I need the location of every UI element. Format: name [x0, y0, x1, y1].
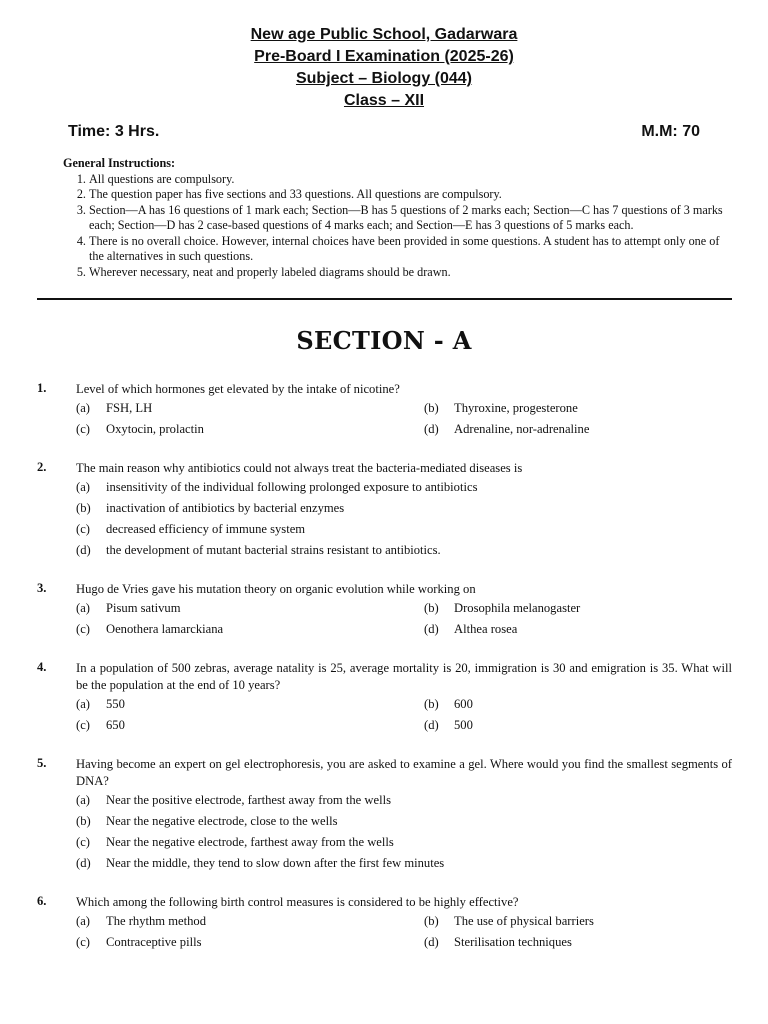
option-text: The use of physical barriers [454, 914, 594, 928]
option-label: (b) [424, 914, 439, 928]
question-number: 5. [37, 756, 47, 770]
option-text: Adrenaline, nor-adrenaline [454, 422, 590, 436]
option [424, 913, 732, 930]
max-marks: M.M: 70 [641, 123, 700, 140]
options [76, 913, 732, 951]
option-label: (a) [76, 697, 90, 711]
exam-title: Pre-Board I Examination (2025-26) [254, 48, 514, 65]
option-text: 600 [454, 697, 473, 711]
option-text: Pisum sativum [106, 601, 181, 615]
question [37, 660, 732, 734]
option [424, 696, 732, 713]
instruction-item: 4. There is no overall choice. However, internal choices have been provided in some questions. A student has to attempt only one of the alternatives in such questions. [89, 234, 732, 265]
option [424, 400, 732, 417]
option [76, 521, 732, 538]
option-label: (b) [76, 814, 91, 828]
time-allowed: Time: 3 Hrs. [68, 123, 160, 140]
option [76, 813, 732, 830]
option-label: (d) [76, 856, 91, 870]
option-text: Drosophila melanogaster [454, 601, 581, 615]
option [424, 934, 732, 951]
option-label: (a) [76, 793, 90, 807]
option-label: (b) [76, 501, 91, 515]
option-text: Contraceptive pills [106, 935, 202, 949]
option [424, 600, 732, 617]
option-label: (c) [76, 835, 90, 849]
options [76, 792, 732, 872]
option-label: (c) [76, 422, 90, 436]
question [37, 381, 732, 438]
option [76, 542, 732, 559]
paper-header [0, 0, 768, 112]
question-list [37, 381, 732, 951]
school-name: New age Public School, Gadarwara [250, 26, 518, 43]
option-label: (b) [424, 401, 439, 415]
option-text: inactivation of antibiotics by bacterial enzymes [106, 501, 345, 515]
option [76, 500, 732, 517]
divider [37, 298, 732, 300]
option-label: (a) [76, 401, 90, 415]
question-text: Which among the following birth control measures is considered to be highly effective? [76, 895, 519, 909]
option-text: Oenothera lamarckiana [106, 622, 224, 636]
option [76, 855, 732, 872]
question [37, 460, 732, 559]
option [424, 717, 732, 734]
option-label: (a) [76, 480, 90, 494]
question-text: Level of which hormones get elevated by the intake of nicotine? [76, 382, 400, 396]
option [76, 717, 424, 734]
question-number: 2. [37, 460, 47, 474]
question-number: 3. [37, 581, 47, 595]
option-text: decreased efficiency of immune system [106, 522, 306, 536]
option [76, 696, 424, 713]
options [76, 696, 732, 734]
options [76, 600, 732, 638]
option [76, 934, 424, 951]
option-label: (b) [424, 601, 439, 615]
subject-line: Subject – Biology (044) [295, 70, 473, 87]
option [76, 400, 424, 417]
option-label: (d) [424, 422, 439, 436]
option-label: (d) [424, 622, 439, 636]
option-text: FSH, LH [106, 401, 153, 415]
class-line: Class – XII [343, 92, 425, 109]
general-instructions [63, 156, 732, 280]
option [76, 621, 424, 638]
option-text: 650 [106, 718, 125, 732]
option-text: 500 [454, 718, 473, 732]
option [76, 479, 732, 496]
question [37, 581, 732, 638]
instruction-item: 5. Wherever necessary, neat and properly labeled diagrams should be drawn. [89, 265, 732, 281]
question-text: The main reason why antibiotics could not always treat the bacteria-mediated diseases is [76, 461, 523, 475]
options [76, 400, 732, 438]
option-text: Thyroxine, progesterone [454, 401, 578, 415]
option-text: 550 [106, 697, 125, 711]
option [76, 792, 732, 809]
option-text: Near the middle, they tend to slow down after the first few minutes [106, 856, 445, 870]
option-label: (c) [76, 622, 90, 636]
option-text: The rhythm method [106, 914, 207, 928]
option-text: Near the negative electrode, farthest away from the wells [106, 835, 394, 849]
instructions-list [63, 172, 732, 281]
option-label: (a) [76, 601, 90, 615]
option-label: (c) [76, 522, 90, 536]
option-label: (b) [424, 697, 439, 711]
option [76, 421, 424, 438]
option-label: (c) [76, 935, 90, 949]
question [37, 756, 732, 872]
option-label: (d) [76, 543, 91, 557]
section-title: SECTION - A [296, 326, 472, 355]
option-label: (a) [76, 914, 90, 928]
option-label: (d) [424, 935, 439, 949]
question-number: 4. [37, 660, 47, 674]
option-text: insensitivity of the individual following prolonged exposure to antibiotics [106, 480, 478, 494]
option-text: Oxytocin, prolactin [106, 422, 204, 436]
option-text: the development of mutant bacterial strains resistant to antibiotics. [106, 543, 441, 557]
option [76, 834, 732, 851]
instruction-item: 1. All questions are compulsory. [89, 172, 732, 188]
question-text: Hugo de Vries gave his mutation theory on organic evolution while working on [76, 582, 476, 596]
option-text: Near the negative electrode, close to the wells [106, 814, 338, 828]
instruction-item: 3. Section—A has 16 questions of 1 mark each; Section—B has 5 questions of 2 marks each; Section—C has 7 questions of 3 marks each; Section—D has 2 case-based questions of 4 marks each; and Section—E has 3 questions of 5 marks each. [89, 203, 732, 234]
option-label: (d) [424, 718, 439, 732]
option [76, 600, 424, 617]
question [37, 894, 732, 951]
option [424, 621, 732, 638]
option [76, 913, 424, 930]
question-text: Having become an expert on gel electrophoresis, you are asked to examine a gel. Where would you find the smallest segments of DNA? [76, 757, 732, 788]
time-marks-row [0, 122, 768, 142]
options [76, 479, 732, 559]
option [424, 421, 732, 438]
option-label: (c) [76, 718, 90, 732]
option-text: Sterilisation techniques [454, 935, 572, 949]
instructions-title: General Instructions: [63, 156, 176, 170]
option-text: Althea rosea [454, 622, 518, 636]
question-number: 1. [37, 381, 47, 395]
instruction-item: 2. The question paper has five sections and 33 questions. All questions are compulsory. [89, 187, 732, 203]
question-number: 6. [37, 894, 47, 908]
option-text: Near the positive electrode, farthest away from the wells [106, 793, 391, 807]
question-text: In a population of 500 zebras, average natality is 25, average mortality is 20, immigration is 30 and emigration is 35. What will be the population at the end of 10 years? [76, 661, 732, 692]
